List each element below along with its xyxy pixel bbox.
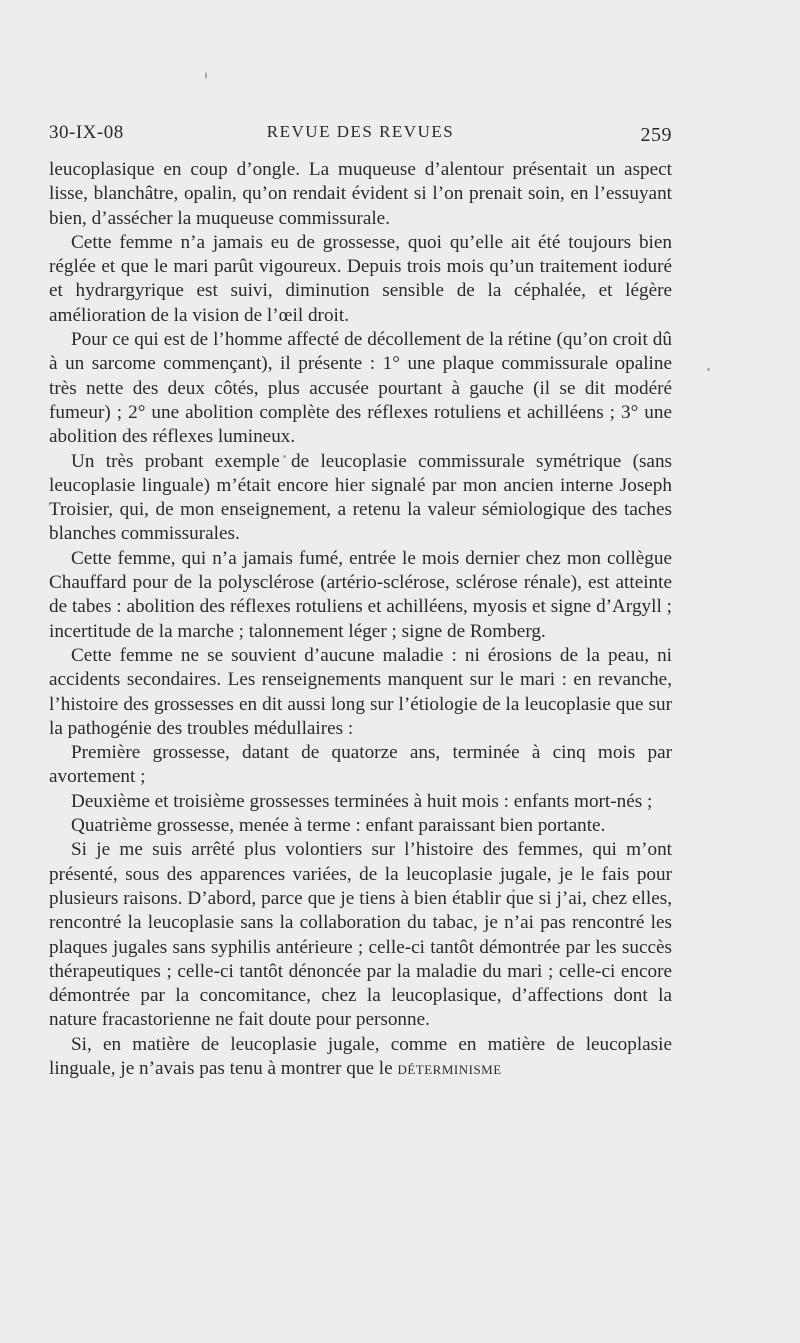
paragraph-11-text: Si, en matière de leucoplasie jugale, comme en matière de leucoplasie linguale, je n’avais pas tenu à montrer que le bbox=[49, 1033, 672, 1079]
book-page bbox=[49, 118, 672, 1081]
paragraph-11 bbox=[49, 1033, 672, 1082]
header-journal-title: REVUE DES REVUES bbox=[266, 122, 455, 141]
paragraph-3: Pour ce qui est de l’homme affecté de décollement de la rétine (qu’on croit dû à un sarcome commençant), il présente : 1° une plaque commissurale opaline très nette des deux côtés, plus accusée pourtant à gauche (il se dit modéré fumeur) ; 2° une abolition complète des réflexes rotuliens et achilléens ; 3° une abolition des réflexes lumineux. bbox=[49, 329, 672, 448]
header-date: 30-IX-08 bbox=[49, 122, 124, 143]
paragraph-8: Deuxième et troisième grossesses terminées à huit mois : enfants mort-nés ; bbox=[71, 790, 653, 812]
paragraph-2: Cette femme n’a jamais eu de grossesse, quoi qu’elle ait été toujours bien réglée et que le mari parût vigoureux. Depuis trois mois qu’un traitement ioduré et hydrargyrique est suivi, diminution sensible de la céphalée, et légère amélioration de la vision de l’œil droit. bbox=[49, 231, 672, 326]
header-page-number: 259 bbox=[640, 124, 672, 146]
paragraph-9: Quatrième grossesse, menée à terme : enfant paraissant bien portante. bbox=[71, 815, 606, 837]
paragraph-7: Première grossesse, datant de quatorze ans, terminée à cinq mois par avortement ; bbox=[49, 742, 672, 788]
paragraph-6: Cette femme ne se souvient d’aucune maladie : ni érosions de la peau, ni accidents secondaires. Les renseignements manquent sur le mari : en revanche, l’histoire des grossesses en dit aussi long sur l’étiologie de la leucoplasie que sur la pathogénie des troubles médullaires : bbox=[49, 644, 672, 739]
body-text bbox=[49, 158, 672, 1081]
paragraph-10: Si je me suis arrêté plus volontiers sur l’histoire des femmes, qui m’ont présenté, sous des apparences variées, de la leucoplasie jugale, je le fais pour plusieurs raisons. D’abord, parce que je tiens à bien établir que si j’ai, chez elles, rencontré la leucoplasie sans la collaboration du tabac, je n’ai pas rencontré les plaques jugales sans syphilis antérieure ; celle-ci tantôt démontrée par les succès thérapeutiques ; celle-ci tantôt dénoncée par la maladie du mari ; celle-ci encore démontrée par la concomitance, chez la leucoplasique, d’affections dont la nature fracastorienne ne fait doute pour personne. bbox=[49, 839, 672, 1031]
paragraph-5: Cette femme, qui n’a jamais fumé, entrée le mois dernier chez mon collègue Chauffard pour de la polysclérose (artério-sclérose, sclérose rénale), est atteinte de tabes : abolition des réflexes rotuliens et achilléens, myosis et signe d’Argyll ; incertitude de la marche ; talonnement léger ; signe de Romberg. bbox=[49, 547, 672, 642]
running-head bbox=[49, 118, 672, 148]
small-caps-word: déterminisme bbox=[397, 1057, 502, 1079]
paragraph-1: leucoplasique en coup d’ongle. La muqueuse d’alentour présentait un aspect lisse, blanchâtre, opalin, qu’on rendait évident si l’on prenait soin, en l’essuyant bien, d’assécher la muqueuse commissurale. bbox=[49, 159, 672, 229]
paper-speck bbox=[205, 72, 207, 79]
paper-speck bbox=[707, 368, 710, 371]
paragraph-4: Un très probant exemple de leucoplasie commissurale symétrique (sans leucoplasie linguale) m’était encore hier signalé par mon ancien interne Joseph Troisier, qui, de mon enseignement, a retenu la valeur sémiologique des taches blanches commissurales. bbox=[49, 450, 672, 545]
